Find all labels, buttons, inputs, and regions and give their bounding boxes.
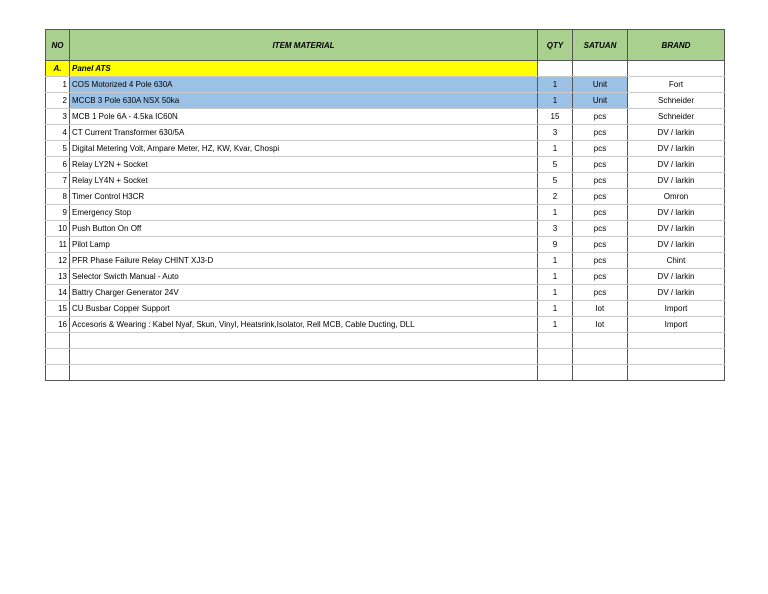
cell-qty[interactable]: 1 <box>538 93 573 109</box>
cell-satuan[interactable]: pcs <box>573 157 628 173</box>
header-no[interactable]: NO <box>46 30 70 61</box>
cell-item[interactable]: Digital Metering Volt, Ampare Meter, HZ, KW, Kvar, Chospi <box>70 141 538 157</box>
cell-satuan[interactable]: lot <box>573 317 628 333</box>
cell-no[interactable]: 8 <box>46 189 70 205</box>
cell-satuan[interactable]: lot <box>573 301 628 317</box>
cell-qty[interactable]: 9 <box>538 237 573 253</box>
cell-qty[interactable]: 1 <box>538 269 573 285</box>
cell-brand[interactable]: Import <box>628 301 725 317</box>
cell-item[interactable]: COS Motorized 4 Pole 630A <box>70 77 538 93</box>
table-row <box>46 141 725 157</box>
empty-row <box>46 365 725 381</box>
cell-no[interactable]: 13 <box>46 269 70 285</box>
cell-qty[interactable]: 3 <box>538 221 573 237</box>
header-satuan[interactable]: SATUAN <box>573 30 628 61</box>
section-row <box>46 61 725 77</box>
table-row <box>46 109 725 125</box>
cell-empty[interactable] <box>628 61 725 77</box>
cell-satuan[interactable]: pcs <box>573 125 628 141</box>
header-item-material[interactable]: ITEM MATERIAL <box>70 30 538 61</box>
table-row <box>46 285 725 301</box>
cell-no[interactable]: 7 <box>46 173 70 189</box>
cell-empty[interactable] <box>46 349 70 365</box>
cell-item[interactable]: CU Busbar Copper Support <box>70 301 538 317</box>
cell-item[interactable]: PFR Phase Failure Relay CHINT XJ3-D <box>70 253 538 269</box>
table-row <box>46 237 725 253</box>
table-row <box>46 189 725 205</box>
cell-qty[interactable]: 1 <box>538 285 573 301</box>
cell-empty[interactable] <box>628 349 725 365</box>
cell-item[interactable]: Battry Charger Generator 24V <box>70 285 538 301</box>
cell-item[interactable]: Timer Control H3CR <box>70 189 538 205</box>
cell-no[interactable]: 15 <box>46 301 70 317</box>
table-row <box>46 93 725 109</box>
cell-qty[interactable]: 15 <box>538 109 573 125</box>
cell-satuan[interactable]: pcs <box>573 189 628 205</box>
cell-brand[interactable]: DV / larkin <box>628 221 725 237</box>
cell-brand[interactable]: Schneider <box>628 109 725 125</box>
cell-qty[interactable]: 1 <box>538 141 573 157</box>
cell-no[interactable]: 16 <box>46 317 70 333</box>
table-row <box>46 205 725 221</box>
header-row <box>46 30 725 61</box>
cell-satuan[interactable]: pcs <box>573 221 628 237</box>
table-row <box>46 157 725 173</box>
cell-qty[interactable]: 3 <box>538 125 573 141</box>
cell-empty[interactable] <box>46 365 70 381</box>
cell-satuan[interactable]: Unit <box>573 77 628 93</box>
cell-item[interactable]: CT Current Transformer 630/5A <box>70 125 538 141</box>
header-qty[interactable]: QTY <box>538 30 573 61</box>
cell-satuan[interactable]: pcs <box>573 205 628 221</box>
cell-satuan[interactable]: pcs <box>573 173 628 189</box>
cell-brand[interactable]: Chint <box>628 253 725 269</box>
cell-satuan[interactable]: pcs <box>573 109 628 125</box>
cell-no[interactable]: 14 <box>46 285 70 301</box>
cell-item[interactable]: Accesoris & Wearing : Kabel Nyaf, Skun, Vinyl, Heatsrink,Isolator, Rell MCB, Cable Ducting, DLL <box>70 317 538 333</box>
cell-no[interactable]: 2 <box>46 93 70 109</box>
cell-no[interactable]: 1 <box>46 77 70 93</box>
cell-brand[interactable]: DV / larkin <box>628 269 725 285</box>
cell-brand[interactable]: DV / larkin <box>628 285 725 301</box>
empty-row <box>46 333 725 349</box>
cell-no[interactable]: 9 <box>46 205 70 221</box>
cell-empty[interactable] <box>538 333 573 349</box>
cell-item[interactable]: Relay LY4N + Socket <box>70 173 538 189</box>
empty-row <box>46 349 725 365</box>
section-title[interactable]: Panel ATS <box>70 61 538 77</box>
header-brand[interactable]: BRAND <box>628 30 725 61</box>
cell-satuan[interactable]: Unit <box>573 93 628 109</box>
cell-empty[interactable] <box>46 333 70 349</box>
cell-qty[interactable]: 1 <box>538 253 573 269</box>
cell-item[interactable]: Push Button On Off <box>70 221 538 237</box>
cell-brand[interactable]: DV / larkin <box>628 173 725 189</box>
table-row <box>46 301 725 317</box>
cell-empty[interactable] <box>538 349 573 365</box>
table-row <box>46 253 725 269</box>
cell-qty[interactable]: 5 <box>538 157 573 173</box>
cell-qty[interactable]: 5 <box>538 173 573 189</box>
cell-empty[interactable] <box>628 365 725 381</box>
table-row <box>46 269 725 285</box>
section-code[interactable]: A. <box>46 61 70 77</box>
cell-empty[interactable] <box>70 333 538 349</box>
table-row <box>46 77 725 93</box>
cell-item[interactable]: MCB 1 Pole 6A - 4.5ka IC60N <box>70 109 538 125</box>
spreadsheet <box>45 29 725 381</box>
cell-item[interactable]: MCCB 3 Pole 630A NSX 50ka <box>70 93 538 109</box>
cell-empty[interactable] <box>573 333 628 349</box>
cell-qty[interactable]: 1 <box>538 317 573 333</box>
cell-satuan[interactable]: pcs <box>573 253 628 269</box>
cell-empty[interactable] <box>573 349 628 365</box>
cell-no[interactable]: 4 <box>46 125 70 141</box>
cell-brand[interactable]: Schneider <box>628 93 725 109</box>
cell-no[interactable]: 6 <box>46 157 70 173</box>
cell-brand[interactable]: Omron <box>628 189 725 205</box>
material-table <box>45 29 725 381</box>
cell-brand[interactable]: Import <box>628 317 725 333</box>
table-row <box>46 173 725 189</box>
cell-empty[interactable] <box>538 365 573 381</box>
cell-brand[interactable]: DV / larkin <box>628 125 725 141</box>
table-row <box>46 125 725 141</box>
cell-brand[interactable]: DV / larkin <box>628 237 725 253</box>
cell-brand[interactable]: DV / larkin <box>628 141 725 157</box>
cell-satuan[interactable]: pcs <box>573 285 628 301</box>
cell-brand[interactable]: Fort <box>628 77 725 93</box>
cell-item[interactable]: Selector Swicth Manual - Auto <box>70 269 538 285</box>
cell-qty[interactable]: 1 <box>538 77 573 93</box>
cell-no[interactable]: 10 <box>46 221 70 237</box>
cell-brand[interactable]: DV / larkin <box>628 205 725 221</box>
cell-brand[interactable]: DV / larkin <box>628 157 725 173</box>
cell-item[interactable]: Relay LY2N + Socket <box>70 157 538 173</box>
cell-satuan[interactable]: pcs <box>573 237 628 253</box>
cell-empty[interactable] <box>70 349 538 365</box>
table-row <box>46 221 725 237</box>
cell-no[interactable]: 12 <box>46 253 70 269</box>
cell-no[interactable]: 5 <box>46 141 70 157</box>
cell-satuan[interactable]: pcs <box>573 269 628 285</box>
cell-no[interactable]: 3 <box>46 109 70 125</box>
cell-empty[interactable] <box>573 365 628 381</box>
cell-empty[interactable] <box>573 61 628 77</box>
cell-item[interactable]: Pilot Lamp <box>70 237 538 253</box>
cell-no[interactable]: 11 <box>46 237 70 253</box>
cell-qty[interactable]: 1 <box>538 205 573 221</box>
cell-empty[interactable] <box>538 61 573 77</box>
table-row <box>46 317 725 333</box>
cell-qty[interactable]: 2 <box>538 189 573 205</box>
cell-item[interactable]: Emergency Stop <box>70 205 538 221</box>
cell-qty[interactable]: 1 <box>538 301 573 317</box>
cell-empty[interactable] <box>70 365 538 381</box>
cell-satuan[interactable]: pcs <box>573 141 628 157</box>
cell-empty[interactable] <box>628 333 725 349</box>
